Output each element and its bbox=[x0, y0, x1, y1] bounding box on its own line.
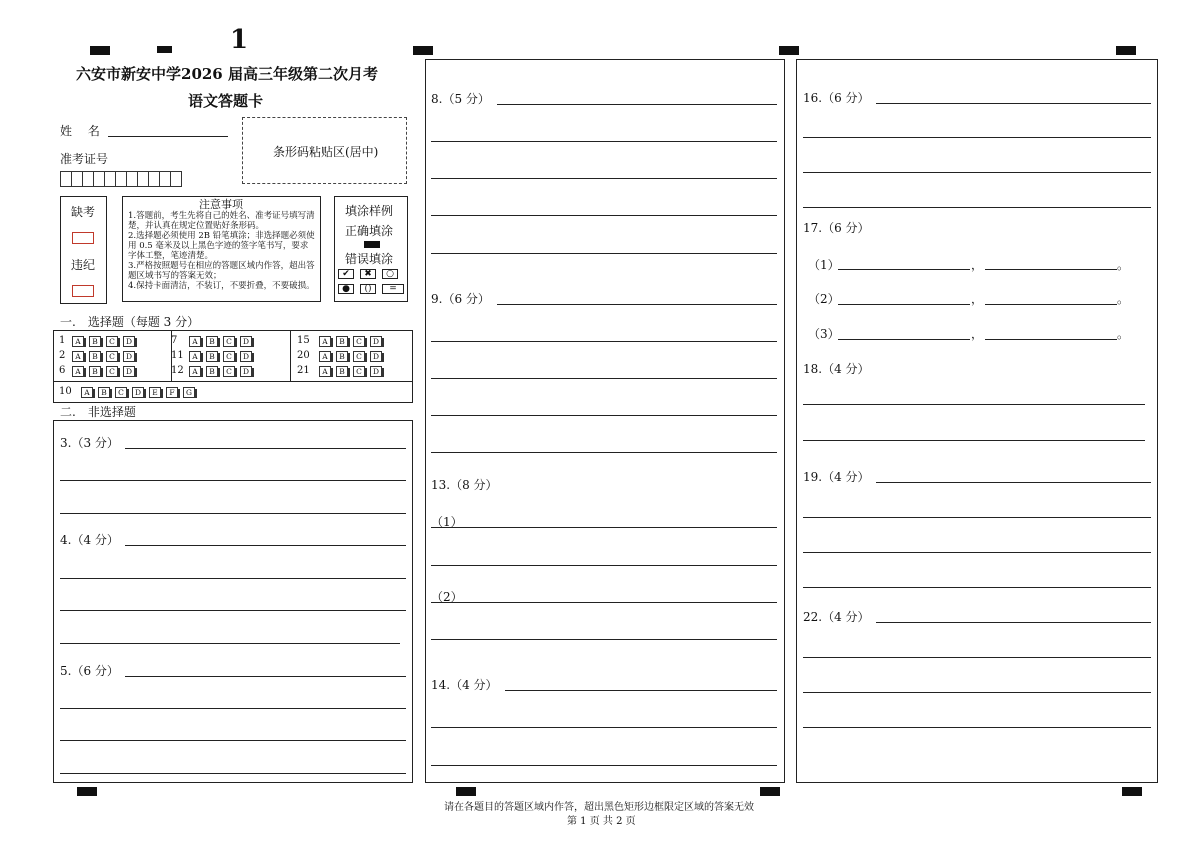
answer-line[interactable] bbox=[803, 137, 1151, 138]
answer-line[interactable] bbox=[60, 773, 406, 774]
mc-row[interactable]: 1 A B C D bbox=[59, 335, 140, 348]
answer-line[interactable] bbox=[838, 304, 970, 305]
mc-row[interactable]: 20 A B C D bbox=[297, 350, 387, 363]
wrong-mark-dot-icon: ● bbox=[338, 284, 354, 294]
violation-label: 违纪 bbox=[71, 258, 96, 272]
id-number-cells[interactable] bbox=[60, 171, 181, 187]
answer-line[interactable] bbox=[431, 341, 777, 342]
answer-line[interactable] bbox=[431, 452, 777, 453]
q22-label: 22.（4 分） bbox=[803, 610, 870, 624]
answer-line[interactable] bbox=[803, 692, 1151, 693]
answer-line[interactable] bbox=[125, 545, 406, 546]
answer-line[interactable] bbox=[431, 215, 777, 216]
timing-mark bbox=[77, 787, 97, 796]
answer-line[interactable] bbox=[803, 587, 1151, 588]
q4-label: 4.（4 分） bbox=[60, 533, 119, 547]
section1-title: 一. 选择题（每题 3 分） bbox=[60, 315, 200, 329]
answer-line[interactable] bbox=[505, 690, 777, 691]
answer-line[interactable] bbox=[803, 440, 1145, 441]
q3-label: 3.（3 分） bbox=[60, 436, 119, 450]
correct-fill-mark bbox=[364, 241, 380, 248]
fill-sample-box bbox=[334, 196, 408, 302]
answer-line[interactable] bbox=[803, 517, 1151, 518]
notice-box bbox=[122, 196, 321, 302]
answer-line[interactable] bbox=[876, 103, 1151, 104]
answer-line[interactable] bbox=[431, 253, 777, 254]
timing-mark bbox=[760, 787, 780, 796]
q17-end: 。 bbox=[1117, 292, 1130, 306]
answer-area-right bbox=[796, 59, 1158, 783]
timing-mark bbox=[779, 46, 799, 55]
q17-item-label: （2） bbox=[808, 292, 840, 306]
answer-line[interactable] bbox=[431, 527, 777, 528]
name-label: 姓 名 bbox=[60, 124, 100, 138]
mc-row[interactable]: 7 A B C D bbox=[171, 335, 257, 348]
q16-label: 16.（6 分） bbox=[803, 91, 870, 105]
notice-item: 4.保持卡面清洁，不装订，不要折叠，不要破损。 bbox=[128, 281, 315, 291]
mc-row[interactable]: 12 A B C D bbox=[171, 365, 257, 378]
page-number: 1 bbox=[230, 25, 249, 55]
timing-mark bbox=[90, 46, 110, 55]
absent-mark-box[interactable] bbox=[72, 232, 94, 244]
notice-item: 3.严格按照题号在相应的答题区域内作答，超出答题区域书写的答案无效； bbox=[128, 261, 315, 281]
violation-mark-box[interactable] bbox=[72, 285, 94, 297]
fill-sample-title: 填涂样例 bbox=[345, 204, 394, 218]
answer-line[interactable] bbox=[497, 304, 777, 305]
absent-label: 缺考 bbox=[71, 205, 96, 219]
q17-sep: ， bbox=[971, 327, 984, 341]
exam-title: 六安市新安中学2026 届高三年级第二次月考 bbox=[76, 65, 378, 83]
mc-row-q10[interactable]: 10 A B C D E F G bbox=[59, 386, 200, 399]
answer-line[interactable] bbox=[431, 565, 777, 566]
answer-line[interactable] bbox=[125, 448, 406, 449]
wrong-mark-paren-icon: () bbox=[360, 284, 376, 294]
answer-line[interactable] bbox=[803, 727, 1151, 728]
timing-mark bbox=[1116, 46, 1136, 55]
answer-line[interactable] bbox=[431, 378, 777, 379]
answer-area-middle bbox=[425, 59, 785, 783]
q14-label: 14.（4 分） bbox=[431, 678, 498, 692]
q17-item-label: （3） bbox=[808, 327, 840, 341]
notice-item: 1.答题前，考生先将自己的姓名、准考证号填写清楚，并认真在规定位置贴好条形码。 bbox=[128, 211, 315, 231]
q17-end: 。 bbox=[1117, 327, 1130, 341]
q19-label: 19.（4 分） bbox=[803, 470, 870, 484]
answer-line[interactable] bbox=[985, 269, 1117, 270]
barcode-area bbox=[242, 117, 407, 184]
answer-line[interactable] bbox=[60, 708, 406, 709]
notice-title: 注意事项 bbox=[199, 198, 243, 211]
id-label: 准考证号 bbox=[60, 152, 109, 166]
answer-line[interactable] bbox=[431, 639, 777, 640]
correct-fill-label: 正确填涂 bbox=[345, 224, 394, 238]
answer-line[interactable] bbox=[60, 578, 406, 579]
footer-page-info: 第 1 页 共 2 页 bbox=[567, 816, 636, 827]
answer-line[interactable] bbox=[876, 482, 1151, 483]
name-field[interactable] bbox=[108, 136, 228, 137]
wrong-mark-circle-icon: ○ bbox=[382, 269, 398, 279]
mc-row[interactable]: 2 A B C D bbox=[59, 350, 140, 363]
timing-mark bbox=[157, 46, 172, 53]
q17-label: 17.（6 分） bbox=[803, 221, 870, 235]
answer-line[interactable] bbox=[838, 339, 970, 340]
q5-label: 5.（6 分） bbox=[60, 664, 119, 678]
timing-mark bbox=[413, 46, 433, 55]
mc-row[interactable]: 15 A B C D bbox=[297, 335, 387, 348]
wrong-fill-label: 错误填涂 bbox=[345, 252, 394, 266]
wrong-mark-line-icon: = bbox=[382, 284, 404, 294]
answer-line[interactable] bbox=[431, 727, 777, 728]
answer-line[interactable] bbox=[803, 172, 1151, 173]
timing-mark bbox=[1122, 787, 1142, 796]
answer-line[interactable] bbox=[431, 602, 777, 603]
answer-line[interactable] bbox=[431, 178, 777, 179]
timing-mark bbox=[456, 787, 476, 796]
answer-line[interactable] bbox=[431, 141, 777, 142]
q17-item-label: （1） bbox=[808, 258, 840, 272]
answer-area-left bbox=[53, 420, 413, 783]
sheet-title: 语文答题卡 bbox=[188, 92, 264, 110]
answer-line[interactable] bbox=[60, 480, 406, 481]
answer-line[interactable] bbox=[125, 676, 406, 677]
status-box bbox=[60, 196, 107, 304]
answer-line[interactable] bbox=[876, 622, 1151, 623]
answer-line[interactable] bbox=[803, 552, 1151, 553]
q13-label: 13.（8 分） bbox=[431, 478, 498, 492]
q13-part2-label: （2） bbox=[431, 590, 463, 604]
answer-line[interactable] bbox=[431, 765, 777, 766]
answer-line[interactable] bbox=[497, 104, 777, 105]
q17-sep: ， bbox=[971, 292, 984, 306]
answer-line[interactable] bbox=[803, 404, 1145, 405]
answer-line[interactable] bbox=[803, 207, 1151, 208]
footer-instruction: 请在各题目的答题区域内作答，超出黑色矩形边框限定区域的答案无效 bbox=[444, 802, 754, 813]
answer-line[interactable] bbox=[60, 740, 406, 741]
q8-label: 8.（5 分） bbox=[431, 92, 490, 106]
q17-end: 。 bbox=[1117, 258, 1130, 272]
q13-part1-label: （1） bbox=[431, 515, 463, 529]
wrong-mark-cross-icon: ✖ bbox=[360, 269, 376, 279]
answer-line[interactable] bbox=[985, 339, 1117, 340]
wrong-mark-check-icon: ✔ bbox=[338, 269, 354, 279]
mc-row[interactable]: 21 A B C D bbox=[297, 365, 387, 378]
barcode-label: 条形码粘贴区(居中) bbox=[273, 145, 379, 159]
q17-sep: ， bbox=[971, 258, 984, 272]
mc-row[interactable]: 11 A B C D bbox=[171, 350, 257, 363]
answer-line[interactable] bbox=[60, 643, 400, 644]
q18-label: 18.（4 分） bbox=[803, 362, 870, 376]
answer-line[interactable] bbox=[60, 610, 406, 611]
answer-line[interactable] bbox=[985, 304, 1117, 305]
notice-item: 2.选择题必须使用 2B 铅笔填涂；非选择题必须使用 0.5 毫米及以上黑色字迹的签字笔书写，要求字体工整，笔迹清楚。 bbox=[128, 231, 315, 261]
mc-row[interactable]: 6 A B C D bbox=[59, 365, 140, 378]
answer-line[interactable] bbox=[803, 657, 1151, 658]
section2-title: 二. 非选择题 bbox=[60, 405, 136, 419]
answer-line[interactable] bbox=[431, 415, 777, 416]
q9-label: 9.（6 分） bbox=[431, 292, 490, 306]
answer-line[interactable] bbox=[60, 513, 406, 514]
answer-line[interactable] bbox=[838, 269, 970, 270]
